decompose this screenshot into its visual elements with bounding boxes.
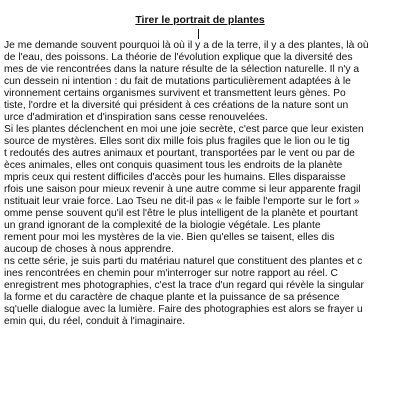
line-text: rfois une saison pour mieux revenir à une autre comme si leur apparente fragil — [4, 184, 361, 195]
line-text: èces animales, elles ont conquis quasiment tous les endroits de la planète — [4, 160, 343, 171]
line-text: nstituait leur vraie force. Lao Tseu ne dit-il pas « le faible l'emporte sur le fort » — [4, 196, 360, 207]
text-line — [0, 316, 400, 328]
line-text: rement pour moi les mystères de la vie. Bien qu'elles se taisent, elles dis — [4, 232, 335, 243]
text-line — [0, 196, 400, 208]
line-text: ines rencontrées en chemin pour m'interroger sur notre rapport au réel. C — [4, 268, 338, 279]
line-text: un grand ignorant de la complexité de la biologie végétale. Les plante — [4, 220, 321, 231]
line-text: urce d'admiration et d'inspiration sans cesse renouvelées. — [4, 112, 268, 123]
text-line — [0, 208, 400, 220]
text-line — [0, 88, 400, 100]
text-line — [0, 172, 400, 184]
line-text: la forme et du caractère de chaque plante et la puissance de sa présence — [4, 292, 340, 303]
line-text: enregistrent mes photographies, c'est la trace d'un regard qui révèle la singular — [4, 280, 364, 291]
line-text: mes de vie rencontrées dans la nature résulte de la sélection naturelle. Il n'y a — [4, 64, 360, 75]
line-text: Je me demande souvent pourquoi là où il y a de la terre, il y a des plantes, là où — [4, 40, 369, 51]
line-text: emin qui, du réel, conduit à l'imaginaire. — [4, 316, 186, 327]
line-text: t redoutés des autres animaux et pourtant, transportées par le vent ou par de — [4, 148, 355, 159]
text-line — [0, 124, 400, 136]
line-text: vironnement certains organismes survivent et transmettent leurs gènes. Po — [4, 88, 346, 99]
line-text: source de mystères. Elles sont dix mille fois plus fragiles que le lion ou le tig — [4, 136, 350, 147]
text-line — [0, 40, 400, 52]
line-text: cun dessein ni intention : du fait de mutations particulièrement adaptées à le — [4, 76, 351, 87]
text-line — [0, 304, 400, 316]
line-text: tiste, l'ordre et la diversité qui président à ces créations de la nature sont un — [4, 100, 349, 111]
text-line — [0, 100, 400, 112]
line-text: aucoup de choses à nous apprendre. — [4, 244, 175, 255]
line-text: omme pense souvent qu'il est l'être le plus intelligent de la planète et pourtant — [4, 208, 358, 219]
text-line — [0, 112, 400, 124]
text-line — [0, 148, 400, 160]
text-line — [0, 52, 400, 64]
text-line — [0, 280, 400, 292]
text-line — [0, 64, 400, 76]
text-line — [0, 244, 400, 256]
text-line — [0, 292, 400, 304]
text-line — [0, 268, 400, 280]
text-line — [0, 184, 400, 196]
text-line — [0, 160, 400, 172]
line-text: sq'uelle dialogue avec la lumière. Faire des photographies est alors se frayer u — [4, 304, 363, 315]
document-body — [0, 40, 400, 328]
text-line — [0, 256, 400, 268]
text-line — [0, 220, 400, 232]
text-line — [0, 136, 400, 148]
line-text: de l'eau, des poissons. La théorie de l'évolution explique que la diversité des — [4, 52, 353, 63]
text-cursor — [198, 29, 199, 39]
line-text: Si les plantes déclenchent en moi une joie secrète, c'est parce que leur existen — [4, 124, 364, 135]
document-title: Tirer le portrait de plantes — [135, 14, 265, 26]
line-text: mpris ceux qui restent difficiles d'accès pour les humains. Elles disparaisse — [4, 172, 346, 183]
text-line — [0, 76, 400, 88]
text-line — [0, 232, 400, 244]
line-text: ns cette série, je suis parti du matériau naturel que constituent des plantes et c — [4, 256, 363, 267]
